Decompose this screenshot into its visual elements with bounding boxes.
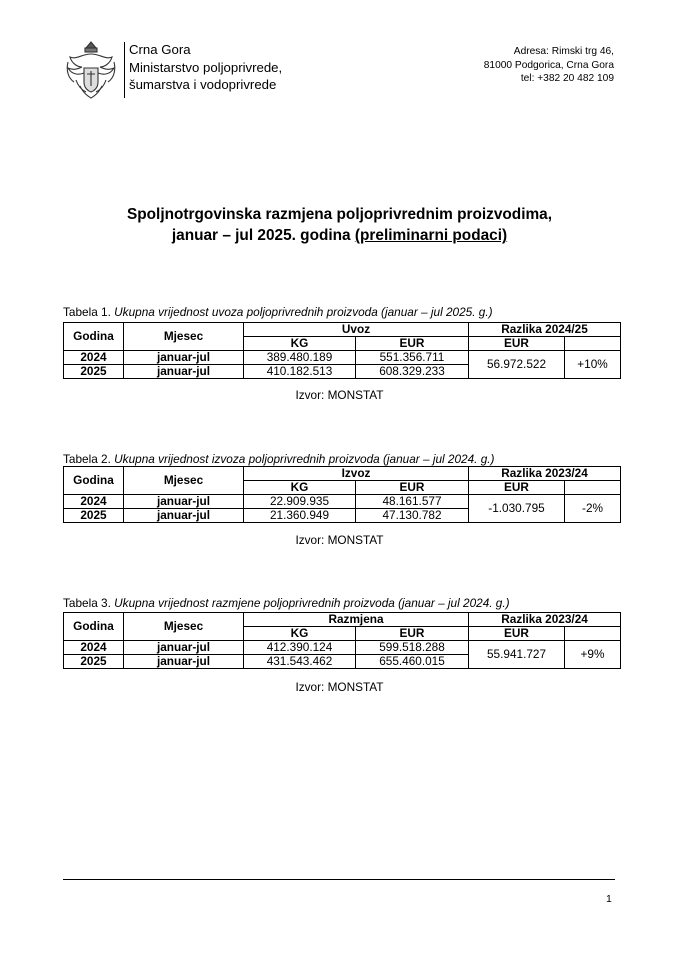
title-line-2 bbox=[0, 225, 679, 246]
title-preliminary-note: (preliminarni podaci) bbox=[354, 227, 508, 244]
table-2-source: Izvor: MONSTAT bbox=[295, 533, 384, 547]
table-2-row-1-year: 2024 bbox=[64, 495, 124, 509]
table-1-row-1-eur: 551.356.711 bbox=[356, 351, 469, 365]
ministry-line-1: Crna Gora bbox=[129, 42, 191, 57]
table-3-header-diff: Razlika 2023/24 bbox=[469, 613, 621, 627]
page-number: 1 bbox=[606, 893, 612, 905]
table-row bbox=[64, 351, 621, 365]
table-2-row-2-year: 2025 bbox=[64, 509, 124, 523]
table-2-diff-eur: -1.030.795 bbox=[469, 495, 565, 523]
table-3 bbox=[63, 612, 621, 669]
table-1-row-1-year: 2024 bbox=[64, 351, 124, 365]
table-3-source: Izvor: MONSTAT bbox=[295, 680, 384, 694]
table-3-row-1-kg: 412.390.124 bbox=[244, 641, 356, 655]
ministry-line-3: šumarstva i vodoprivrede bbox=[129, 77, 277, 92]
table-2 bbox=[63, 466, 621, 523]
table-2-caption-prefix: Tabela 2. bbox=[63, 452, 115, 466]
table-1-row-2-eur: 608.329.233 bbox=[356, 365, 469, 379]
table-2-diff-pct: -2% bbox=[565, 495, 621, 523]
address-line-1: Adresa: Rimski trg 46, bbox=[513, 46, 614, 57]
table-2-header-eur: EUR bbox=[356, 481, 469, 495]
title-line-2-main: januar – jul 2025. godina bbox=[171, 227, 355, 244]
table-2-caption bbox=[63, 452, 495, 466]
table-3-header-godina: Godina bbox=[64, 613, 124, 641]
table-row bbox=[64, 641, 621, 655]
table-2-header-group: Izvoz bbox=[244, 467, 469, 481]
table-1-row-2-month: januar-jul bbox=[124, 365, 244, 379]
table-3-diff-eur: 55.941.727 bbox=[469, 641, 565, 669]
table-2-header-diff: Razlika 2023/24 bbox=[469, 467, 621, 481]
table-3-row-2-year: 2025 bbox=[64, 655, 124, 669]
table-1-diff-pct: +10% bbox=[565, 351, 621, 379]
table-3-caption-prefix: Tabela 3. bbox=[63, 596, 115, 610]
table-1-source: Izvor: MONSTAT bbox=[295, 388, 384, 402]
table-1-row-1-kg: 389.480.189 bbox=[244, 351, 356, 365]
table-3-header-empty bbox=[565, 627, 621, 641]
table-3-header-mjesec: Mjesec bbox=[124, 613, 244, 641]
table-2-row-2-kg: 21.360.949 bbox=[244, 509, 356, 523]
table-1-header-group: Uvoz bbox=[244, 323, 469, 337]
table-3-row-2-eur: 655.460.015 bbox=[356, 655, 469, 669]
title-line-1: Spoljnotrgovinska razmjena poljoprivrednim proizvodima, bbox=[126, 206, 553, 223]
address-line-3: tel: +382 20 482 109 bbox=[520, 73, 614, 84]
table-1-header-godina: Godina bbox=[64, 323, 124, 351]
table-1-caption-prefix: Tabela 1. bbox=[63, 305, 115, 319]
table-2-header-mjesec: Mjesec bbox=[124, 467, 244, 495]
table-1-row-2-year: 2025 bbox=[64, 365, 124, 379]
table-1-caption-text: Ukupna vrijednost uvoza poljoprivrednih proizvoda (januar – jul 2025. g.) bbox=[114, 305, 493, 319]
table-3-row-2-month: januar-jul bbox=[124, 655, 244, 669]
table-1-header-diff: Razlika 2024/25 bbox=[469, 323, 621, 337]
table-1-row-1-month: januar-jul bbox=[124, 351, 244, 365]
table-3-row-1-eur: 599.518.288 bbox=[356, 641, 469, 655]
header-divider bbox=[124, 42, 125, 98]
table-3-caption-text: Ukupna vrijednost razmjene poljoprivrednih proizvoda (januar – jul 2024. g.) bbox=[114, 596, 510, 610]
table-3-row-1-year: 2024 bbox=[64, 641, 124, 655]
table-2-row-2-month: januar-jul bbox=[124, 509, 244, 523]
table-1-row-2-kg: 410.182.513 bbox=[244, 365, 356, 379]
document-title bbox=[0, 204, 679, 246]
table-3-caption bbox=[63, 596, 510, 610]
table-3-diff-pct: +9% bbox=[565, 641, 621, 669]
address-line-2: 81000 Podgorica, Crna Gora bbox=[483, 59, 614, 71]
table-3-row-2-kg: 431.543.462 bbox=[244, 655, 356, 669]
table-2-header-godina: Godina bbox=[64, 467, 124, 495]
table-3-header-eur: EUR bbox=[356, 627, 469, 641]
table-2-header-diff-eur: EUR bbox=[469, 481, 565, 495]
table-2-row-1-eur: 48.161.577 bbox=[356, 495, 469, 509]
table-2-row-2-eur: 47.130.782 bbox=[356, 509, 469, 523]
table-3-header-kg: KG bbox=[244, 627, 356, 641]
address-block bbox=[484, 45, 614, 86]
table-1-diff-eur: 56.972.522 bbox=[469, 351, 565, 379]
table-1 bbox=[63, 322, 621, 379]
table-3-row-1-month: januar-jul bbox=[124, 641, 244, 655]
table-3-header-group: Razmjena bbox=[244, 613, 469, 627]
table-1-header-empty bbox=[565, 337, 621, 351]
ministry-name bbox=[129, 41, 282, 94]
table-1-caption bbox=[63, 305, 493, 319]
ministry-line-2: Ministarstvo poljoprivrede, bbox=[129, 59, 283, 75]
table-2-row-1-kg: 22.909.935 bbox=[244, 495, 356, 509]
table-2-header-kg: KG bbox=[244, 481, 356, 495]
table-1-header-diff-eur: EUR bbox=[469, 337, 565, 351]
table-3-header-diff-eur: EUR bbox=[469, 627, 565, 641]
table-1-header-mjesec: Mjesec bbox=[124, 323, 244, 351]
table-row bbox=[64, 495, 621, 509]
table-2-caption-text: Ukupna vrijednost izvoza poljoprivrednih proizvoda (januar – jul 2024. g.) bbox=[114, 452, 495, 466]
table-2-header-empty bbox=[565, 481, 621, 495]
footer-divider bbox=[63, 879, 615, 880]
table-1-header-eur: EUR bbox=[356, 337, 469, 351]
table-2-row-1-month: januar-jul bbox=[124, 495, 244, 509]
table-1-header-kg: KG bbox=[244, 337, 356, 351]
coat-of-arms-icon bbox=[62, 40, 120, 100]
